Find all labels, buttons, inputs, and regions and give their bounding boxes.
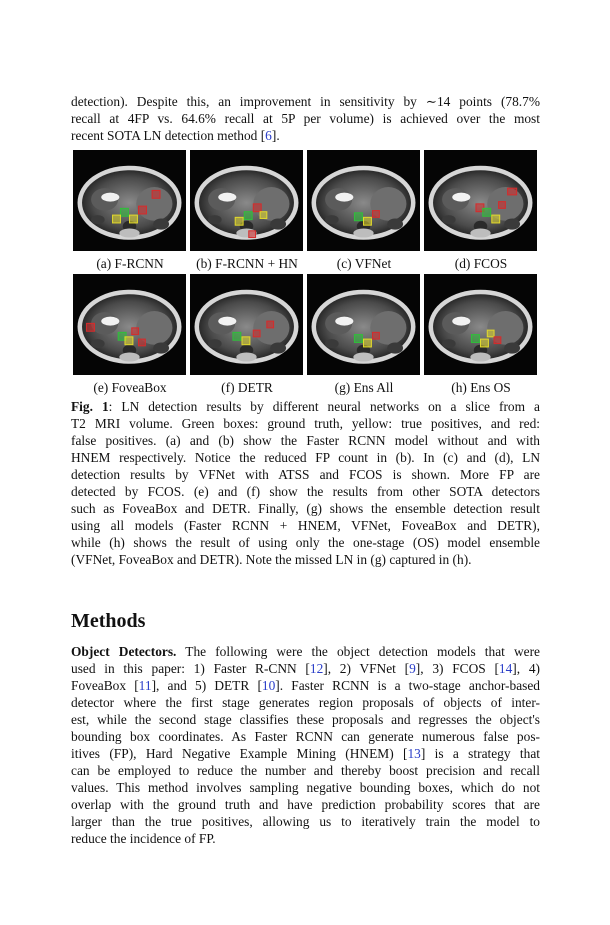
detection-box — [471, 335, 479, 343]
figure-caption-f: (f) DETR — [221, 380, 273, 395]
detection-box — [354, 213, 362, 221]
detection-box — [139, 206, 147, 214]
caption-line: while (h) shows the result of using only the one-stage (OS) model ensemble — [71, 535, 540, 550]
detection-box — [364, 339, 372, 347]
caption-line: such as FoveaBox and DETR. Finally, (g) shows the ensemble detection result — [71, 501, 540, 516]
ref-link-10[interactable]: 10 — [261, 678, 276, 693]
methods-line: FoveaBox [11], and 5) DETR [10]. Faster RCNN is a two-stage anchor-based — [71, 678, 540, 693]
methods-line: detector where the first stage generates region proposals of objects of inter- — [71, 695, 540, 710]
ref-link-13[interactable]: 13 — [407, 746, 421, 761]
mri-slice-image — [307, 274, 420, 375]
section-heading-methods: Methods — [71, 610, 146, 632]
ref-link-11[interactable]: 11 — [138, 678, 152, 693]
paragraph-lead: Object Detectors. — [71, 644, 177, 659]
detection-box — [260, 212, 267, 219]
figure-caption-h: (h) Ens OS — [451, 380, 511, 395]
detection-box — [253, 330, 260, 337]
mri-slice-image — [73, 150, 186, 251]
mri-slice-image — [73, 274, 186, 375]
methods-line: reduce the incidence of FP. — [71, 831, 216, 846]
methods-line: overlap with the ground truth and have prediction probability scores that are — [71, 797, 540, 812]
mri-slice-image — [307, 150, 420, 251]
ref-link-6[interactable]: 6 — [265, 128, 272, 143]
detection-box — [487, 330, 494, 337]
methods-line: Object Detectors. The following were the object detection models that were — [71, 644, 540, 659]
methods-line: larger than the true positives, allowing us to iteratively train the model to — [71, 814, 540, 829]
figure-panel-g — [307, 274, 420, 375]
detection-box — [481, 339, 489, 347]
detection-box — [139, 339, 146, 346]
detection-box — [244, 212, 252, 220]
detection-box — [267, 321, 274, 328]
figure-1-caption — [71, 398, 540, 568]
mri-slice-image — [190, 274, 303, 375]
ref-link-12[interactable]: 12 — [309, 661, 324, 676]
detection-box — [364, 217, 372, 225]
intro-line-1: detection). Despite this, an improvement in sensitivity by ∼14 points (78.7% — [71, 94, 540, 109]
detection-box — [132, 328, 139, 335]
detection-box — [87, 323, 95, 331]
detection-box — [235, 217, 243, 225]
intro-line-3: recent SOTA LN detection method [6]. — [71, 128, 280, 143]
figure-caption-g: (g) Ens All — [334, 380, 394, 395]
figure-panel-e — [73, 274, 186, 375]
detection-box — [492, 215, 500, 223]
methods-line: values. This method involves sampling negative bounding boxes, which do not — [71, 780, 540, 795]
detection-box — [242, 337, 250, 345]
caption-line: (VFNet, FoveaBox and DETR). Note the missed LN in (g) captured in (h). — [71, 552, 472, 567]
detection-box — [499, 202, 506, 209]
detection-box — [152, 190, 160, 198]
caption-line: HNEM respectively. Notice the reduced FP count in (b). In (c) and (d), LN — [71, 450, 540, 465]
detection-box — [113, 215, 121, 223]
methods-paragraph — [71, 643, 540, 847]
figure-caption-d: (d) FCOS — [454, 256, 508, 271]
detection-box — [354, 335, 362, 343]
detection-box — [483, 208, 491, 216]
methods-line: used in this paper: 1) Faster R-CNN [12], 2) VFNet [9], 3) FCOS [14], 4) — [71, 661, 540, 676]
caption-line: detection results by VFNet with ATSS and FCOS is shown. More FP are — [71, 467, 540, 482]
caption-line: T2 MRI volume. Green boxes: ground truth, yellow: true positives, and red: — [71, 416, 540, 431]
figure-panel-d — [424, 150, 537, 251]
detection-box — [249, 231, 256, 238]
intro-line-2: recall at 4FP vs. 64.6% recall at 5P per volume) is achieved over the most — [71, 111, 540, 126]
figure-caption-a: (a) F-RCNN — [96, 256, 164, 271]
mri-slice-image — [424, 274, 537, 375]
figure-panel-f — [190, 274, 303, 375]
detection-box — [130, 215, 138, 223]
caption-line: Fig. 1: LN detection results by different neural networks on a slice from a — [71, 399, 540, 414]
mri-slice-image — [190, 150, 303, 251]
intro-paragraph — [71, 93, 540, 144]
figure-panel-b — [190, 150, 303, 251]
figure-panel-c — [307, 150, 420, 251]
caption-line: detected by FCOS. (e) and (f) show the results from other SOTA detectors — [71, 484, 540, 499]
ref-link-9[interactable]: 9 — [409, 661, 416, 676]
detection-box — [373, 211, 380, 218]
figure-panel-h — [424, 274, 537, 375]
methods-line: itives (FP), Hard Negative Example Mining (HNEM) [13] is a strategy that — [71, 746, 540, 761]
methods-line: can be employed to reduce the number and thereby boost precision and recall — [71, 763, 540, 778]
methods-line: bounding box coordinates. As Faster RCNN can generate numerous false pos- — [71, 729, 540, 744]
figure-caption-b: (b) F-RCNN + HN — [196, 256, 298, 271]
detection-box — [125, 337, 133, 345]
methods-line: est, while the second stage classifies these proposals and regresses the object's — [71, 712, 540, 727]
detection-box — [233, 332, 241, 340]
detection-box — [508, 188, 517, 195]
ref-link-14[interactable]: 14 — [498, 661, 513, 676]
caption-line: using all models (Faster RCNN + HNEM, VFNet, FoveaBox and DETR), — [71, 518, 540, 533]
detection-box — [120, 208, 128, 216]
figure-caption-c: (c) VFNet — [336, 256, 392, 271]
detection-box — [253, 204, 261, 212]
figure-panel-a — [73, 150, 186, 251]
detection-box — [373, 332, 380, 339]
figure-label: Fig. 1 — [71, 399, 109, 414]
mri-slice-image — [424, 150, 537, 251]
detection-box — [494, 337, 501, 344]
caption-line: false positives. (a) and (b) show the Faster RCNN model without and with — [71, 433, 540, 448]
figure-caption-e: (e) FoveaBox — [93, 380, 167, 395]
